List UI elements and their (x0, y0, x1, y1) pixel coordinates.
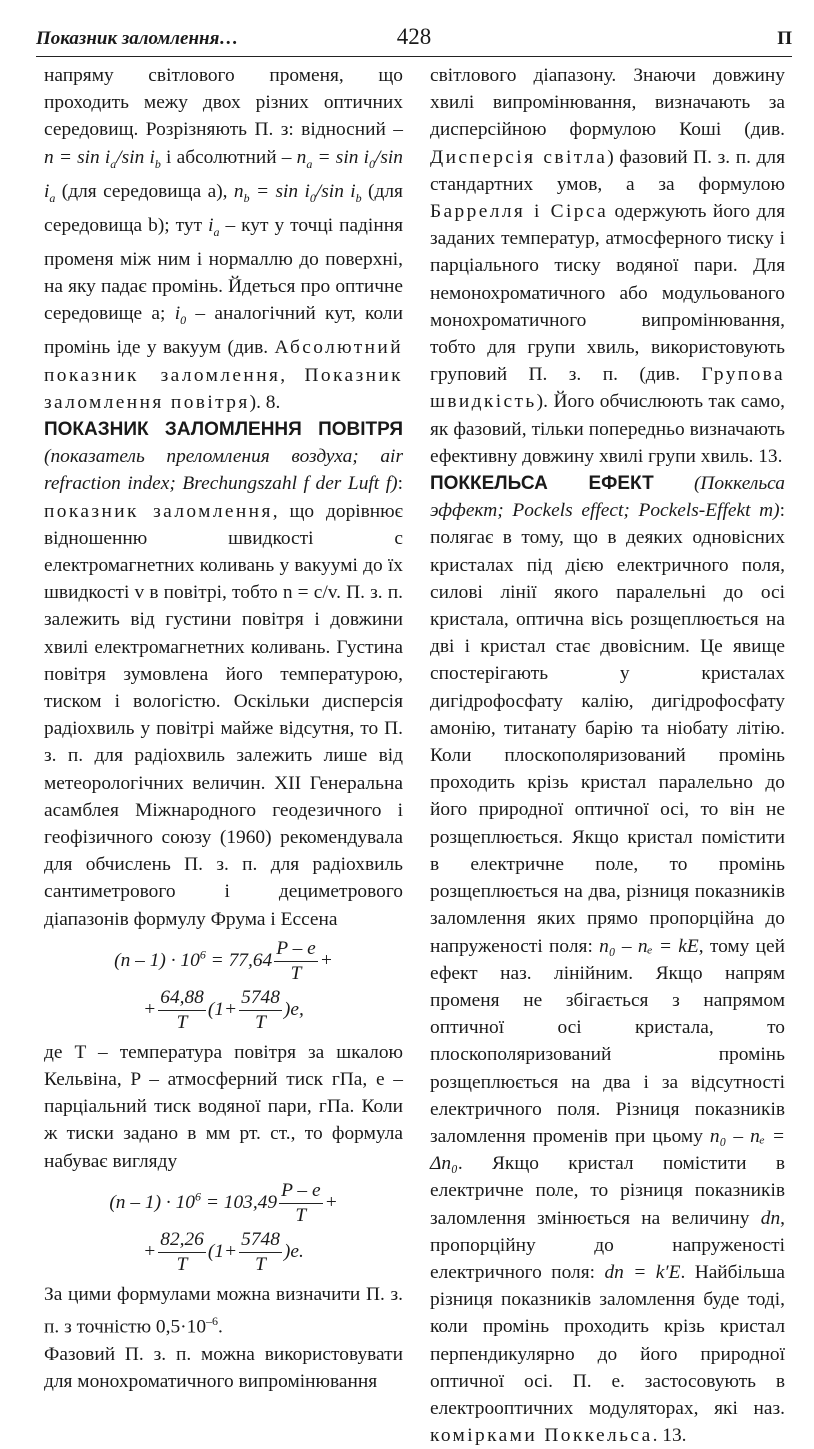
inline-formula: n₀ – nₑ = Δn₀ (430, 1125, 785, 1175)
header-rule (36, 56, 792, 57)
absolute-index-formula-b: $n_b = \sin i_0/\sin$ $i_b$ (233, 180, 362, 205)
right-column (430, 62, 785, 1449)
angle-symbol-ia: $i_a$ (208, 214, 220, 239)
left-column (44, 62, 403, 1395)
inline-formula: n₀ – nₑ = kE (599, 935, 699, 957)
phase-index-paragraph: Фазовий П. з. п. можна використовувати для монохроматичного випромінювання (44, 1343, 403, 1392)
entry-air-refraction-index: ПОКАЗНИК ЗАЛОМЛЕННЯ ПОВІТРЯ (показатель преломления воздуха; air refraction index; Brechungszahl f der Luft f): показник заломлення, що дорівнює відношенню швидкості c електромагнетних коливань у вакуумі до їх швидкості v в повітрі, тобто n = c/v. П. з. п. залежить від густини повітря і довжини хвилі електромагнетних коливань. Густина повітря зумовлена його температурою, тиском і вологістю. Оскільки дисперсія радіохвиль у повітрі майже відсутня, то П. з. п. для радіохвиль залежить лише від метеорологічних величин. XII Генеральна асамблея Міжнародного геодезичного і геофізичного союзу (1960) рекомендувала для обчислень П. з. п. для радіохвиль сантиметрового і дециметрового діапазонів формулу Фрума і Ессена (44, 418, 403, 930)
entry-continuation: напряму світлового променя, що проходить межу двох різних оптичних середовищ. Розрізняють П. з: відносний – $n = \sin i_a/\sin$ $i_b$ і абсолютний – $n_a = \sin i_0/\sin$ $i_a$ (для середовища a), $n_b = \sin i_0/\sin$ $i_b$ (для середовища b); тут $i_a$ – кут у точці падіння променя між ним і нормаллю до поверхні, на яку падає промінь. Йдеться про оптичне середовище a; $i_0$ – аналогічний кут, коли промінь іде у вакуум (див. Абсолютний показник заломлення, Показник заломлення повітря). 8. (44, 65, 403, 413)
absolute-index-formula-a: $n_a = \sin i_0/\sin$ $i_a$ (44, 146, 403, 205)
definition-spaced: показник заломлення (44, 500, 273, 522)
page-number: 428 (396, 24, 432, 49)
entry-term: ПОКАЗНИК ЗАЛОМЛЕННЯ ПОВІТРЯ (44, 418, 403, 440)
cross-reference[interactable]: Абсолютний показник заломлення (44, 337, 403, 386)
entry-translations: (показатель преломления воздуха; air refraction index; Brechungszahl f der Luft f) (44, 446, 403, 495)
entry-term: ПОККЕЛЬСА ЕФЕКТ (430, 473, 654, 495)
formula-explanation: де T – температура повітря за шкалою Кельвіна, P – атмосферний тиск гПа, e – парціальний тиск водяної пари, гПа. Коли ж тиски задано в мм рт. ст., то формула набуває вигляду (44, 1041, 403, 1172)
froom-essen-formula-2: $(n - 1) \cdot 10^6 = 103,49$ $\frac{P - e}{T}$ + + $\frac{82,26}{T}$ (1+ $\frac{5748}{T}$ )e. (109, 1179, 338, 1275)
relative-index-formula: $n = \sin i_a/\sin$ $i_b$ (44, 146, 161, 171)
cross-reference[interactable]: Дисперсія світла (430, 146, 608, 168)
cross-reference[interactable]: Баррелля і Сірса (430, 201, 609, 223)
entry-pockels-effect: ПОККЕЛЬСА ЕФЕКТ (Поккельса эффект; Pockels effect; Pockels-Effekt m): полягає в тому, що в деяких одновісних кристалах під дією електричного поля, силові лінії якого паралельні до осі кристала, оптична вісь розщеплюється на дві і кристал стає двовісним. Це явище спостерігають у кристалах дигідрофосфату калію, дигідрофосфату амонію, титанату барію та ніобату літію. Коли плоскополяризований промінь проходить крізь кристал паралельно до його природної оптичної осі, то він не розщеплюється. Якщо кристал помістити в електричне поле, то промінь розщеплюється на два, різниця показників заломлення яких прямо пропорційна до напруженості поля: n₀ – nₑ = kE, тому цей ефект наз. лінійним. Якщо напрям променя не збігається з напрямом оптичної осі кристала, то плоскополяризований промінь розщеплюється на два і за відсутності електричного поля. Різниця показників заломлення променів при цьому n₀ – nₑ = Δn₀. Якщо кристал помістити в електричне поле, то різниця показників заломлення змінюється на величину dn, пропорційну до напруженості електричного поля: dn = k′E. Найбільша різниця показників заломлення буде тоді, коли промінь проходить крізь кристал перпендикулярно до його природної оптичної осі. П. е. застосовують в електрооптичних модуляторах, які наз. комірками Поккельса. 13. (430, 473, 786, 1447)
cross-reference[interactable]: комірками Поккельса (430, 1425, 653, 1447)
phase-index-continuation: світлового діапазону. Знаючи довжину хвилі випромінювання, визначають за дисперсійною формулою Коші (див. Дисперсія світла) фазовий П. з. п. для стандартних умов, а за формулою Баррелля і Сірса одержують його для заданих температур, атмосферного тиску і парціального тиску водяної пари. Для немонохроматичного або модульованого монохроматичного випромінювання, тобто для групи хвиль, використовують груповий П. з. п. (див. Групова швидкість). Його обчислюють так само, як фазовий, тільки попередньо визначають ефективну довжину хвилі групи хвиль. 13. (430, 65, 786, 467)
section-letter: П (777, 28, 792, 49)
accuracy-statement: За цими формулами можна визначити П. з. п. з точністю $0,5\cdot 10^{-6}$. (44, 1283, 403, 1338)
cross-reference[interactable]: Групова швидкість (430, 364, 785, 413)
page-header (36, 22, 792, 54)
entry-translations: (Поккельса эффект; Pockels effect; Pockels-Effekt m) (430, 473, 785, 522)
froom-essen-formula-1: $(n - 1) \cdot 10^6 = 77,64$ $\frac{P - e}{T}$ + + $\frac{64,88}{T}$ (1+ $\frac{5748}{T}$ )e, (114, 937, 333, 1033)
running-head: Показник заломлення… (36, 28, 239, 49)
cross-reference[interactable]: Показник заломлення повітря (44, 364, 403, 413)
angle-symbol-i0: $i_0$ (174, 303, 187, 328)
inline-formula: dn = k′E (604, 1261, 681, 1283)
inline-formula: dn (760, 1207, 781, 1229)
